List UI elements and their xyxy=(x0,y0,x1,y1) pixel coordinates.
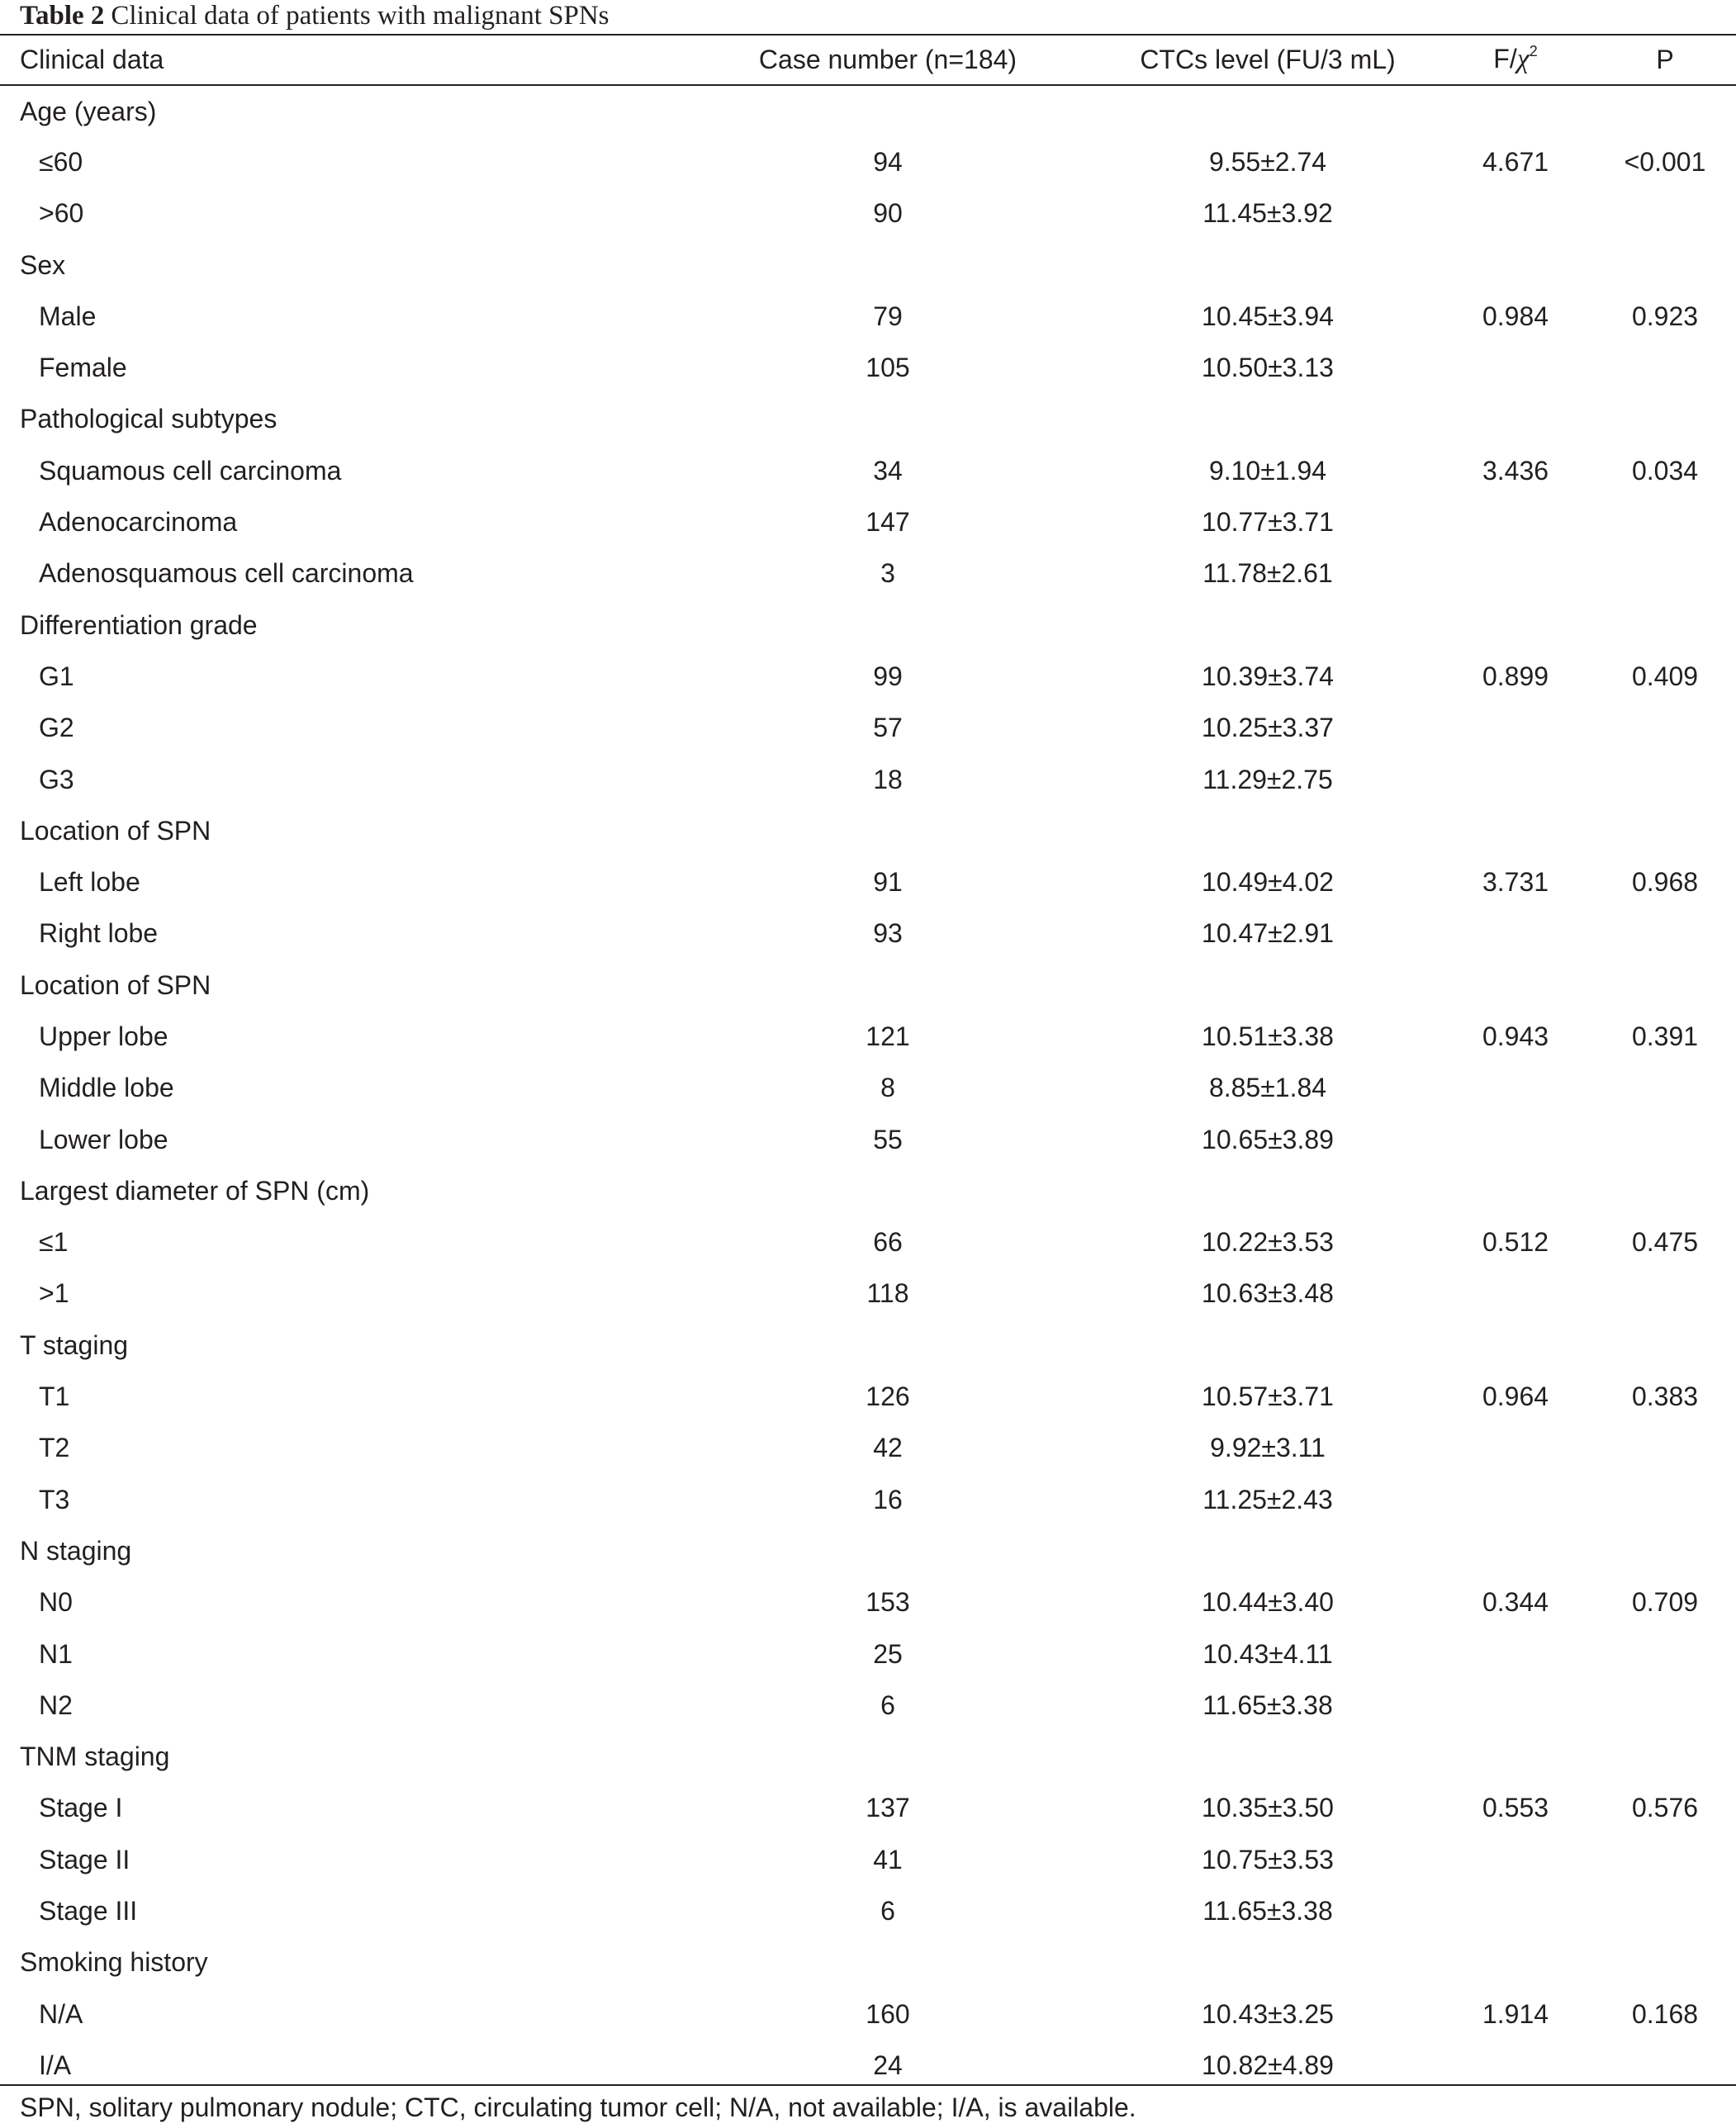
ctcs-level-cell: 10.47±2.91 xyxy=(1202,918,1334,949)
f-chi-cell: 0.984 xyxy=(1482,301,1549,331)
category-label: N staging xyxy=(20,1535,132,1566)
ctcs-level-cell: 10.25±3.37 xyxy=(1202,713,1334,743)
empty-cell xyxy=(1098,1937,1437,1988)
table-row xyxy=(0,445,1736,496)
ctcs-level-cell: 10.63±3.48 xyxy=(1202,1278,1334,1309)
row-label: N/A xyxy=(39,1998,83,2029)
case-number-cell: 126 xyxy=(866,1382,910,1412)
f-chi-cell xyxy=(1437,908,1594,960)
category-label: Location of SPN xyxy=(20,815,211,846)
p-value-cell: 0.576 xyxy=(1631,1793,1699,1823)
f-chi-cell xyxy=(1437,1628,1594,1680)
empty-cell xyxy=(1098,1165,1437,1216)
caption-title: Clinical data of patients with malignant SPNs xyxy=(111,1,609,31)
f-chi-cell: 0.512 xyxy=(1482,1227,1549,1258)
f-chi-cell xyxy=(1437,1885,1594,1936)
empty-cell xyxy=(1437,1937,1594,1988)
empty-cell xyxy=(1098,85,1437,136)
empty-cell xyxy=(677,960,1098,1011)
case-number-cell: 118 xyxy=(866,1278,909,1309)
p-value-cell xyxy=(1594,1063,1736,1114)
f-chi-cell xyxy=(1437,1063,1594,1114)
empty-cell xyxy=(1098,1320,1437,1371)
row-label: Stage III xyxy=(39,1896,138,1927)
p-value-cell: 0.709 xyxy=(1631,1587,1699,1618)
row-label: Male xyxy=(39,301,97,331)
category-row xyxy=(0,1165,1736,1216)
empty-cell xyxy=(1437,239,1594,291)
table-row xyxy=(0,1680,1736,1731)
empty-cell xyxy=(1594,239,1736,291)
table-row xyxy=(0,2040,1736,2091)
col-header-ctcs-level: CTCs level (FU/3 mL) xyxy=(1140,44,1396,74)
empty-cell xyxy=(677,1165,1098,1216)
category-row xyxy=(0,85,1736,136)
p-value-cell xyxy=(1594,754,1736,805)
row-label: >1 xyxy=(39,1278,69,1309)
case-number-cell: 24 xyxy=(873,2050,903,2080)
row-label: N2 xyxy=(39,1690,73,1720)
category-label: Smoking history xyxy=(20,1947,208,1978)
table-row xyxy=(0,1474,1736,1525)
p-value-cell xyxy=(1594,1474,1736,1525)
f-chi-cell: 4.671 xyxy=(1482,146,1549,177)
ctcs-level-cell: 9.55±2.74 xyxy=(1208,146,1327,177)
ctcs-level-cell: 10.35±3.50 xyxy=(1202,1793,1334,1823)
row-label: G1 xyxy=(39,661,74,691)
row-label: ≤1 xyxy=(39,1227,69,1258)
table-row xyxy=(0,342,1736,393)
case-number-cell: 91 xyxy=(873,867,903,898)
ctcs-level-cell: 10.51±3.38 xyxy=(1202,1021,1334,1051)
category-row xyxy=(0,805,1736,856)
case-number-cell: 41 xyxy=(873,1844,903,1874)
p-value-cell xyxy=(1594,188,1736,239)
table-row xyxy=(0,1371,1736,1422)
ctcs-level-cell: 10.49±4.02 xyxy=(1202,867,1334,898)
table-row xyxy=(0,1628,1736,1680)
empty-cell xyxy=(1437,805,1594,856)
empty-cell xyxy=(1437,1165,1594,1216)
case-number-cell: 79 xyxy=(873,301,903,331)
empty-cell xyxy=(1594,394,1736,445)
case-number-cell: 93 xyxy=(873,918,903,949)
p-value-cell xyxy=(1594,1834,1736,1885)
p-value-cell xyxy=(1594,908,1736,960)
category-row xyxy=(0,1732,1736,1783)
empty-cell xyxy=(1594,805,1736,856)
table-row xyxy=(0,856,1736,908)
ctcs-level-cell: 8.85±1.84 xyxy=(1208,1073,1327,1103)
empty-cell xyxy=(1594,600,1736,651)
p-value-cell xyxy=(1594,703,1736,754)
f-chi-cell: 0.344 xyxy=(1482,1587,1549,1618)
row-label: T1 xyxy=(39,1382,70,1412)
f-chi-cell xyxy=(1437,1268,1594,1320)
f-chi-cell xyxy=(1437,1680,1594,1731)
row-label: Squamous cell carcinoma xyxy=(39,455,342,486)
f-chi-cell xyxy=(1437,1114,1594,1165)
p-value-cell xyxy=(1594,342,1736,393)
f-chi-cell xyxy=(1437,1423,1594,1474)
category-label: Pathological subtypes xyxy=(20,404,277,434)
ctcs-level-cell: 11.29±2.75 xyxy=(1202,764,1333,794)
row-label: Left lobe xyxy=(39,867,140,898)
p-value-cell: 0.383 xyxy=(1631,1382,1699,1412)
empty-cell xyxy=(677,394,1098,445)
ctcs-level-cell: 10.65±3.89 xyxy=(1202,1124,1334,1154)
row-label: Middle lobe xyxy=(39,1073,174,1103)
row-label: Lower lobe xyxy=(39,1124,168,1154)
case-number-cell: 57 xyxy=(873,713,903,743)
empty-cell xyxy=(677,239,1098,291)
table-row xyxy=(0,1217,1736,1268)
p-value-cell xyxy=(1594,2040,1736,2091)
category-row xyxy=(0,394,1736,445)
empty-cell xyxy=(1437,1525,1594,1576)
f-chi-cell xyxy=(1437,496,1594,547)
case-number-cell: 137 xyxy=(866,1793,910,1823)
empty-cell xyxy=(677,1320,1098,1371)
table-row xyxy=(0,1423,1736,1474)
case-number-cell: 34 xyxy=(873,455,903,486)
ctcs-level-cell: 10.44±3.40 xyxy=(1202,1587,1334,1618)
row-label: Adenosquamous cell carcinoma xyxy=(39,558,414,589)
table-row xyxy=(0,1783,1736,1834)
empty-cell xyxy=(1437,1320,1594,1371)
table-row xyxy=(0,1268,1736,1320)
case-number-cell: 25 xyxy=(873,1638,903,1669)
table-row xyxy=(0,908,1736,960)
table-row xyxy=(0,1011,1736,1062)
ctcs-level-cell: 10.39±3.74 xyxy=(1202,661,1334,691)
row-label: I/A xyxy=(39,2050,72,2080)
case-number-cell: 6 xyxy=(880,1690,895,1720)
p-value-cell: 0.475 xyxy=(1631,1227,1699,1258)
empty-cell xyxy=(1437,600,1594,651)
ctcs-level-cell: 10.45±3.94 xyxy=(1202,301,1334,331)
row-label: Stage I xyxy=(39,1793,123,1823)
case-number-cell: 160 xyxy=(866,1998,910,2029)
empty-cell xyxy=(1098,239,1437,291)
table-row xyxy=(0,1114,1736,1165)
category-label: Location of SPN xyxy=(20,969,211,1000)
chi-superscript: 2 xyxy=(1529,43,1538,59)
row-label: T2 xyxy=(39,1433,70,1463)
row-label: N0 xyxy=(39,1587,73,1618)
ctcs-level-cell: 10.22±3.53 xyxy=(1202,1227,1334,1258)
table-row xyxy=(0,136,1736,187)
empty-cell xyxy=(1594,1937,1736,1988)
p-value-cell: 0.034 xyxy=(1631,455,1699,486)
case-number-cell: 121 xyxy=(866,1021,910,1051)
ctcs-level-cell: 10.43±4.11 xyxy=(1202,1638,1333,1669)
f-chi-cell xyxy=(1437,548,1594,600)
p-value-cell xyxy=(1594,496,1736,547)
table-header-row xyxy=(0,34,1736,85)
table-row xyxy=(0,1577,1736,1628)
f-chi-cell xyxy=(1437,342,1594,393)
empty-cell xyxy=(1437,394,1594,445)
case-number-cell: 99 xyxy=(873,661,903,691)
category-row xyxy=(0,600,1736,651)
empty-cell xyxy=(677,1937,1098,1988)
table-row xyxy=(0,548,1736,600)
category-row xyxy=(0,960,1736,1011)
case-number-cell: 42 xyxy=(873,1433,903,1463)
case-number-cell: 147 xyxy=(866,507,910,538)
empty-cell xyxy=(1098,1525,1437,1576)
row-label: G3 xyxy=(39,764,74,794)
category-row xyxy=(0,239,1736,291)
empty-cell xyxy=(1098,805,1437,856)
empty-cell xyxy=(1594,1320,1736,1371)
empty-cell xyxy=(1098,1732,1437,1783)
row-label: T3 xyxy=(39,1484,70,1514)
empty-cell xyxy=(1098,394,1437,445)
f-chi-cell: 1.914 xyxy=(1482,1998,1549,2029)
p-value-cell xyxy=(1594,1423,1736,1474)
row-label: Female xyxy=(39,353,127,383)
ctcs-level-cell: 11.78±2.61 xyxy=(1202,558,1333,589)
table-row xyxy=(0,651,1736,702)
empty-cell xyxy=(677,85,1098,136)
empty-cell xyxy=(677,600,1098,651)
ctcs-level-cell: 10.77±3.71 xyxy=(1202,507,1334,538)
p-value-cell: 0.168 xyxy=(1631,1998,1699,2029)
row-label: >60 xyxy=(39,198,84,229)
empty-cell xyxy=(1594,85,1736,136)
case-number-cell: 90 xyxy=(873,198,903,229)
f-chi-cell: 0.964 xyxy=(1482,1382,1549,1412)
col-header-p: P xyxy=(1656,44,1674,74)
ctcs-level-cell: 10.75±3.53 xyxy=(1202,1844,1334,1874)
row-label: ≤60 xyxy=(39,146,83,177)
p-value-cell: 0.968 xyxy=(1631,867,1699,898)
col-header-f-chi xyxy=(1437,34,1594,85)
category-label: Largest diameter of SPN (cm) xyxy=(20,1175,370,1206)
ctcs-level-cell: 10.43±3.25 xyxy=(1202,1998,1334,2029)
empty-cell xyxy=(1594,1525,1736,1576)
row-label: G2 xyxy=(39,713,74,743)
empty-cell xyxy=(677,1732,1098,1783)
table-row xyxy=(0,291,1736,342)
category-row xyxy=(0,1525,1736,1576)
f-chi-cell xyxy=(1437,1474,1594,1525)
case-number-cell: 16 xyxy=(873,1484,903,1514)
p-value-cell xyxy=(1594,1680,1736,1731)
p-value-cell xyxy=(1594,1628,1736,1680)
table-row xyxy=(0,188,1736,239)
category-label: T staging xyxy=(20,1329,129,1360)
category-row xyxy=(0,1320,1736,1371)
case-number-cell: 66 xyxy=(873,1227,903,1258)
category-label: TNM staging xyxy=(20,1742,170,1772)
category-row xyxy=(0,1937,1736,1988)
f-chi-cell: 0.553 xyxy=(1482,1793,1549,1823)
p-value-cell: <0.001 xyxy=(1624,146,1706,177)
table-row xyxy=(0,1063,1736,1114)
f-chi-cell xyxy=(1437,188,1594,239)
empty-cell xyxy=(1437,1732,1594,1783)
empty-cell xyxy=(1098,600,1437,651)
case-number-cell: 3 xyxy=(880,558,895,589)
case-number-cell: 6 xyxy=(880,1896,895,1927)
clinical-data-table xyxy=(0,34,1736,2092)
table-row xyxy=(0,1834,1736,1885)
p-value-cell: 0.923 xyxy=(1631,301,1699,331)
chi-symbol: χ xyxy=(1516,44,1530,74)
ctcs-level-cell: 11.25±2.43 xyxy=(1202,1484,1333,1514)
p-value-cell xyxy=(1594,1114,1736,1165)
f-chi-cell xyxy=(1437,703,1594,754)
category-label: Sex xyxy=(20,249,66,280)
f-chi-cell: 0.943 xyxy=(1482,1021,1549,1051)
f-chi-cell: 3.436 xyxy=(1482,455,1549,486)
table-caption xyxy=(20,0,609,33)
table-body xyxy=(0,85,1736,2092)
case-number-cell: 105 xyxy=(866,353,910,383)
empty-cell xyxy=(677,805,1098,856)
caption-label: Table 2 xyxy=(20,1,105,31)
f-chi-cell xyxy=(1437,754,1594,805)
f-chi-cell: 3.731 xyxy=(1482,867,1549,898)
ctcs-level-cell: 10.82±4.89 xyxy=(1202,2050,1334,2080)
ctcs-level-cell: 10.57±3.71 xyxy=(1202,1382,1334,1412)
table-row xyxy=(0,496,1736,547)
case-number-cell: 94 xyxy=(873,146,903,177)
category-label: Differentiation grade xyxy=(20,609,258,640)
ctcs-level-cell: 10.50±3.13 xyxy=(1202,353,1334,383)
empty-cell xyxy=(1594,1732,1736,1783)
f-prefix: F/ xyxy=(1493,44,1517,73)
case-number-cell: 8 xyxy=(880,1073,895,1103)
empty-cell xyxy=(677,1525,1098,1576)
empty-cell xyxy=(1594,1165,1736,1216)
case-number-cell: 55 xyxy=(873,1124,903,1154)
empty-cell xyxy=(1437,85,1594,136)
empty-cell xyxy=(1594,960,1736,1011)
ctcs-level-cell: 11.65±3.38 xyxy=(1202,1896,1333,1927)
table-row xyxy=(0,1988,1736,2040)
category-label: Age (years) xyxy=(20,96,157,126)
ctcs-level-cell: 9.92±3.11 xyxy=(1210,1433,1326,1463)
table-row xyxy=(0,703,1736,754)
case-number-cell: 18 xyxy=(873,764,903,794)
row-label: Upper lobe xyxy=(39,1021,168,1051)
p-value-cell xyxy=(1594,1885,1736,1936)
ctcs-level-cell: 9.10±1.94 xyxy=(1208,455,1327,486)
row-label: N1 xyxy=(39,1638,73,1669)
f-chi-cell xyxy=(1437,2040,1594,2091)
p-value-cell: 0.409 xyxy=(1631,661,1699,691)
empty-cell xyxy=(1098,960,1437,1011)
row-label: Stage II xyxy=(39,1844,130,1874)
col-header-clinical-data: Clinical data xyxy=(20,44,164,74)
p-value-cell: 0.391 xyxy=(1631,1021,1699,1051)
ctcs-level-cell: 11.65±3.38 xyxy=(1202,1690,1333,1720)
ctcs-level-cell: 11.45±3.92 xyxy=(1202,198,1333,229)
col-header-case-number: Case number (n=184) xyxy=(758,44,1017,74)
p-value-cell xyxy=(1594,548,1736,600)
f-chi-cell xyxy=(1437,1834,1594,1885)
p-value-cell xyxy=(1594,1268,1736,1320)
f-chi-cell: 0.899 xyxy=(1482,661,1549,691)
empty-cell xyxy=(1437,960,1594,1011)
table-row xyxy=(0,754,1736,805)
case-number-cell: 153 xyxy=(866,1587,910,1618)
row-label: Adenocarcinoma xyxy=(39,507,238,538)
table-footnote: SPN, solitary pulmonary nodule; CTC, circulating tumor cell; N/A, not available; I/A, is available. xyxy=(20,2092,1136,2122)
row-label: Right lobe xyxy=(39,918,159,949)
table-row xyxy=(0,1885,1736,1936)
